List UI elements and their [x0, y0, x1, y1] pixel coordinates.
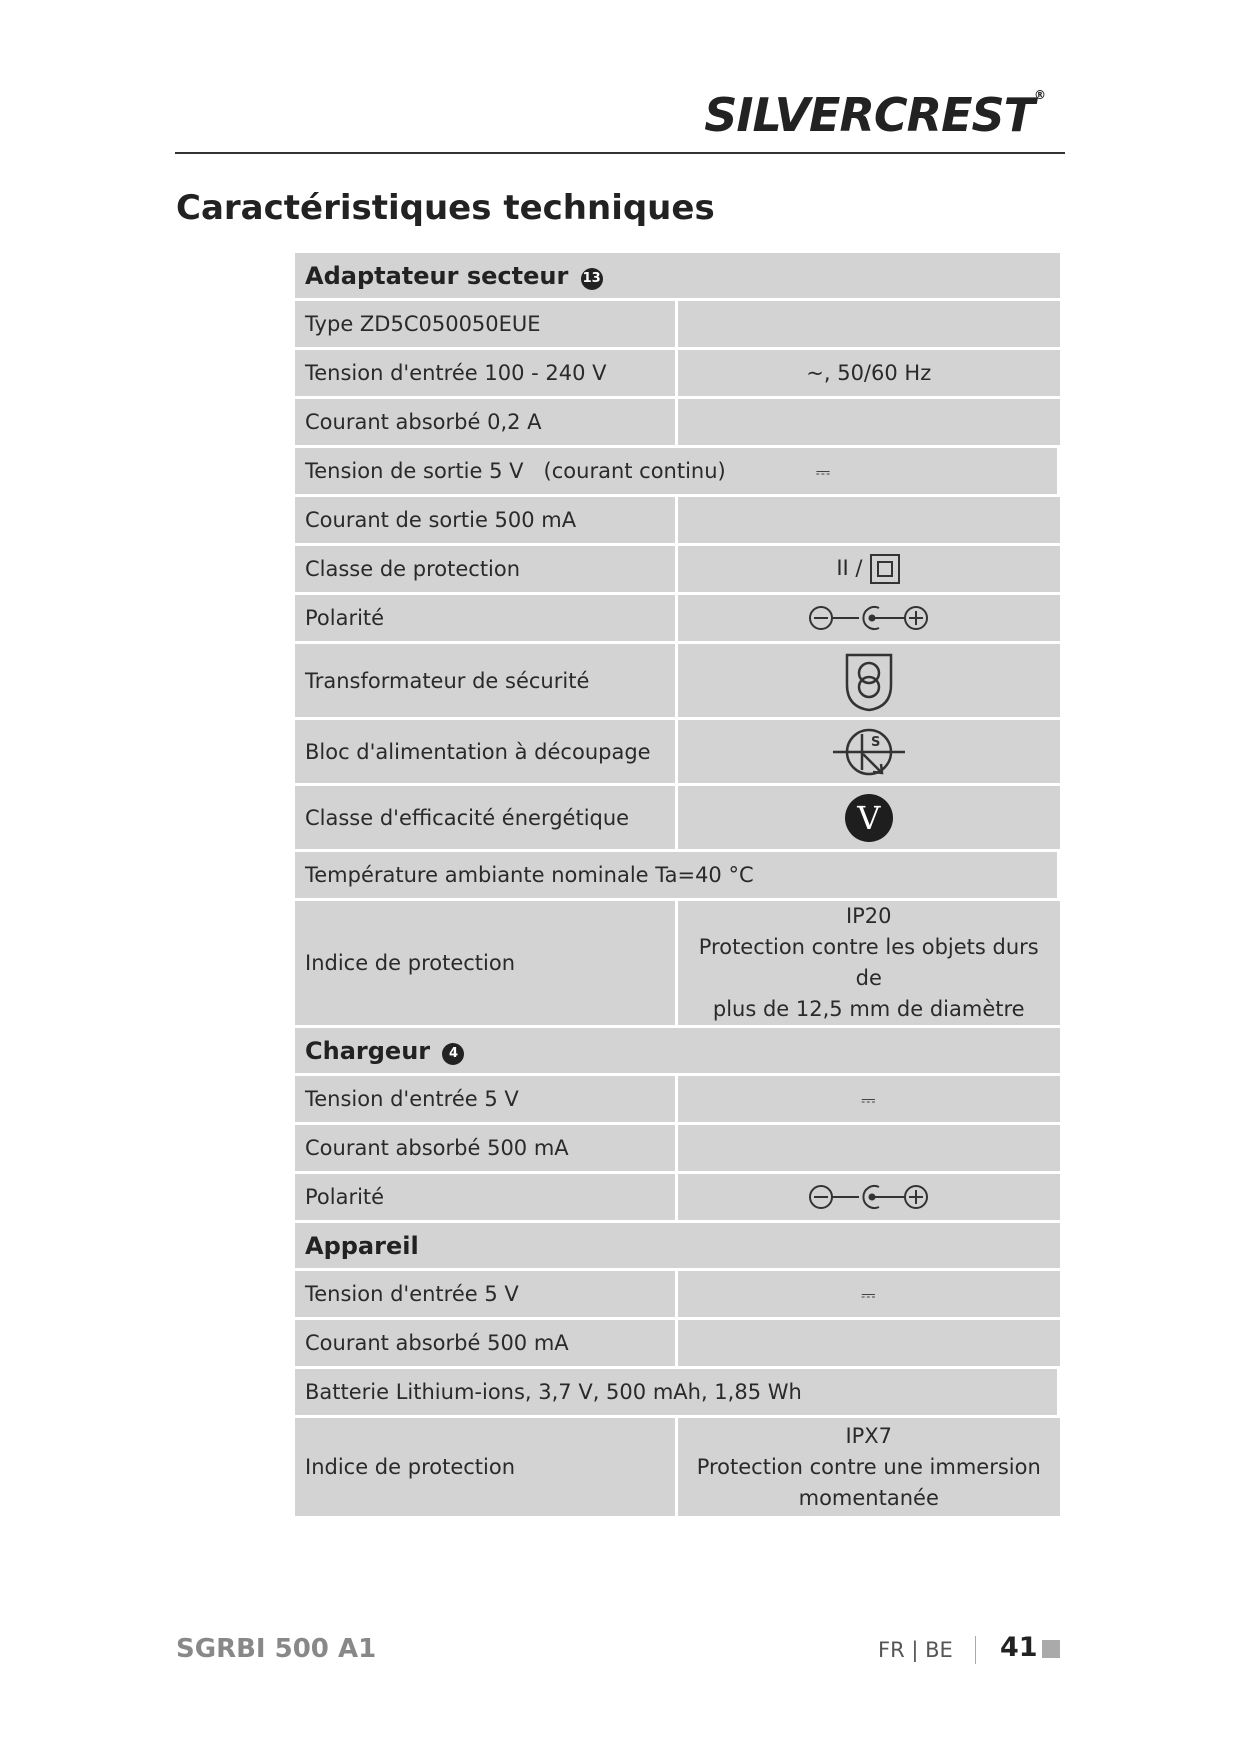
row-value [678, 786, 1061, 849]
section-row [295, 1223, 1060, 1268]
row-label: Classe de protection [295, 546, 678, 592]
spec-table [295, 250, 1060, 1519]
row-label: Température ambiante nominale Ta=40 °C [295, 852, 1060, 898]
row-label: Tension d'entrée 100 - 240 V [295, 350, 678, 396]
page-title: Caractéristiques techniques [176, 188, 715, 228]
row-value [678, 1125, 1061, 1171]
page-number: 41 [1000, 1632, 1038, 1663]
row-value [678, 644, 1061, 717]
table-row [295, 1125, 1060, 1171]
row-label: Tension d'entrée 5 V [295, 1271, 678, 1317]
row-label: Courant absorbé 500 mA [295, 1125, 678, 1171]
row-value [678, 1174, 1061, 1220]
row-label: Batterie Lithium-ions, 3,7 V, 500 mAh, 1,85 Wh [295, 1369, 1060, 1415]
footer-divider [975, 1636, 976, 1664]
svg-text:S: S [870, 734, 881, 750]
table-row [295, 1174, 1060, 1220]
row-label: Courant de sortie 500 mA [295, 497, 678, 543]
row-value: IP20 Protection contre les objets durs de plus de 12,5 mm de diamètre [678, 901, 1061, 1025]
footer-square-icon [1042, 1640, 1060, 1658]
row-label: Classe d'efficacité énergétique [295, 786, 678, 849]
section-title-adapter: Adaptateur secteur 13 [295, 253, 1060, 298]
table-row [295, 852, 1060, 898]
row-value [678, 1320, 1061, 1366]
switching-psu-icon [829, 722, 909, 782]
table-row [295, 350, 1060, 396]
efficiency-v-icon: V [845, 794, 893, 842]
section-title-charger: Chargeur 4 [295, 1028, 1060, 1073]
row-label: Indice de protection [295, 901, 678, 1025]
ref-badge: 4 [442, 1043, 464, 1065]
table-row [295, 546, 1060, 592]
row-value [678, 720, 1061, 783]
row-label: Courant absorbé 500 mA [295, 1320, 678, 1366]
class-two-icon [869, 553, 901, 585]
row-value [678, 497, 1061, 543]
row-value [678, 1271, 1061, 1317]
ref-badge: 13 [581, 268, 603, 290]
dc-icon: ⎓ [815, 462, 832, 483]
row-label: Tension de sortie 5 V (courant continu) ⎓ [295, 448, 1060, 494]
row-value: ~, 50/60 Hz [678, 350, 1061, 396]
table-row [295, 901, 1060, 1025]
table-row [295, 644, 1060, 717]
table-row [295, 1271, 1060, 1317]
row-value [678, 399, 1061, 445]
row-value [678, 1076, 1061, 1122]
dc-icon: ⎓ [861, 1285, 877, 1306]
table-row [295, 497, 1060, 543]
polarity-icon [809, 1182, 929, 1212]
safety-transformer-icon [841, 649, 897, 713]
header-rule [175, 152, 1065, 154]
row-label: Polarité [295, 595, 678, 641]
row-label: Tension d'entrée 5 V [295, 1076, 678, 1122]
polarity-icon [809, 603, 929, 633]
table-row [295, 786, 1060, 849]
table-row [295, 301, 1060, 347]
section-title-device: Appareil [295, 1223, 1060, 1268]
table-row [295, 448, 1060, 494]
section-row [295, 253, 1060, 298]
table-row [295, 399, 1060, 445]
row-value: IPX7 Protection contre une immersion momentanée [678, 1418, 1061, 1516]
table-row [295, 1369, 1060, 1415]
row-label: Bloc d'alimentation à découpage [295, 720, 678, 783]
row-label: Transformateur de sécurité [295, 644, 678, 717]
footer-lang: FR | BE [878, 1638, 953, 1662]
footer-model: SGRBI 500 A1 [176, 1634, 377, 1664]
table-row [295, 1320, 1060, 1366]
row-value [678, 595, 1061, 641]
row-label: Polarité [295, 1174, 678, 1220]
table-row [295, 1076, 1060, 1122]
brand-logo: SILVERCREST® [704, 88, 1045, 142]
section-row [295, 1028, 1060, 1073]
row-value: II / [678, 546, 1061, 592]
dc-icon: ⎓ [861, 1090, 877, 1111]
row-label: Indice de protection [295, 1418, 678, 1516]
row-label: Type ZD5C050050EUE [295, 301, 678, 347]
table-row [295, 1418, 1060, 1516]
row-label: Courant absorbé 0,2 A [295, 399, 678, 445]
table-row [295, 720, 1060, 783]
row-value [678, 301, 1061, 347]
table-row [295, 595, 1060, 641]
